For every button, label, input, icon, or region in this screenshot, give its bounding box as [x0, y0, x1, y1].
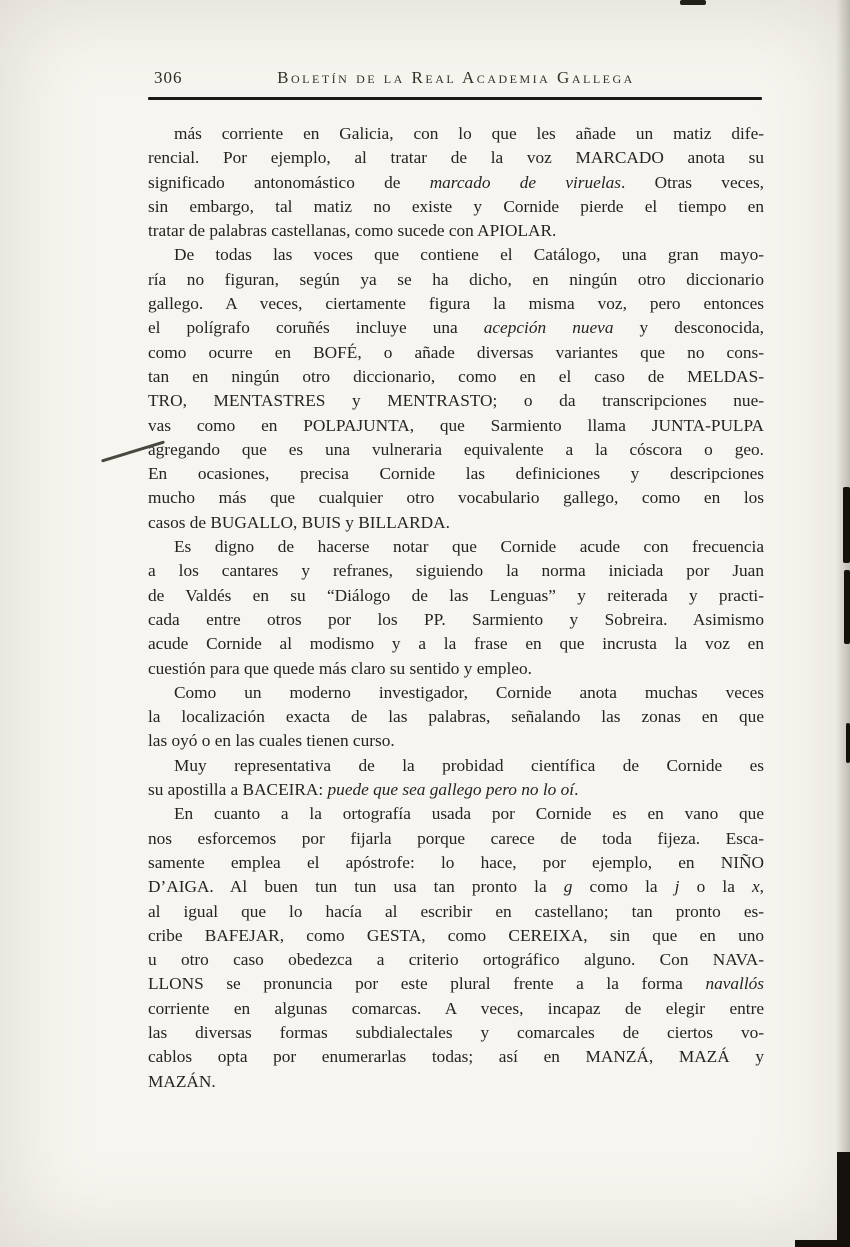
text-line: el polígrafo coruñés incluye una acepción nueva y desconocida, — [148, 318, 764, 338]
text-line: agregando que es una vulneraria equivalente a la cóscora o geo. — [148, 439, 764, 459]
text-line: En ocasiones, precisa Cornide las definiciones y descripciones — [148, 464, 764, 484]
journal-title: Boletín de la Real Academia Gallega — [277, 68, 635, 87]
text-line: cablos opta por enumerarlas todas; así en MANZÁ, MAZÁ y — [148, 1047, 764, 1067]
text-line: u otro caso obedezca a criterio ortográfico alguno. Con NAVA- — [148, 950, 764, 970]
text-line: las oyó o en las cuales tienen curso. — [148, 731, 395, 751]
text-line: las diversas formas subdialectales y comarcales de ciertos vo- — [148, 1022, 764, 1042]
scan-artifact-top-dash — [680, 0, 706, 5]
text-line: al igual que lo hacía al escribir en castellano; tan pronto es- — [148, 901, 764, 921]
text-line: Como un moderno investigador, Cornide anota muchas veces — [174, 682, 764, 702]
header-rule — [148, 97, 762, 100]
text-line: corriente en algunas comarcas. A veces, incapaz de elegir entre — [148, 998, 764, 1018]
paragraph — [148, 243, 764, 535]
text-line: Muy representativa de la probidad científica de Cornide es — [174, 755, 764, 775]
text-line: rencial. Por ejemplo, al tratar de la voz MARCADO anota su — [148, 148, 764, 168]
page-number: 306 — [154, 68, 183, 87]
text-line: ría no figuran, según ya se ha dicho, en ningún otro diccionario — [148, 269, 764, 289]
text-line: Es digno de hacerse notar que Cornide acude con frecuencia — [174, 537, 764, 557]
text-line: la localización exacta de las palabras, señalando las zonas en que — [148, 707, 764, 727]
scan-artifact-right-3 — [846, 723, 850, 763]
paragraph — [148, 681, 764, 754]
text-line: En cuanto a la ortografía usada por Cornide es en vano que — [174, 804, 764, 824]
text-line: gallego. A veces, ciertamente figura la misma voz, pero entonces — [148, 294, 764, 314]
text-line: a los cantares y refranes, siguiendo la norma iniciada por Juan — [148, 561, 764, 581]
scan-artifact-bottom-corner — [837, 1152, 850, 1247]
text-line: nos esforcemos por fijarla porque carece de toda fijeza. Esca- — [148, 828, 764, 848]
text-line: D’AIGA. Al buen tun tun usa tan pronto la g como la j o la x, — [148, 877, 764, 897]
paragraph — [148, 802, 764, 1094]
text-line: MAZÁN. — [148, 1071, 216, 1091]
paragraph — [148, 754, 764, 803]
text-line: TRO, MENTASTRES y MENTRASTO; o da transcripciones nue- — [148, 391, 764, 411]
text-line: samente emplea el apóstrofe: lo hace, por ejemplo, en NIÑO — [148, 852, 764, 872]
text-line: cribe BAFEJAR, como GESTA, como CEREIXA, sin que en uno — [148, 925, 764, 945]
text-line: como ocurre en BOFÉ, o añade diversas variantes que no cons- — [148, 342, 764, 362]
text-line: tratar de palabras castellanas, como sucede con APIOLAR. — [148, 221, 557, 241]
text-line: casos de BUGALLO, BUIS y BILLARDA. — [148, 512, 450, 532]
text-line: mucho más que cualquier otro vocabulario gallego, como en los — [148, 488, 764, 508]
page-body — [148, 122, 764, 1094]
text-line: vas como en POLPAJUNTA, que Sarmiento llama JUNTA-PULPA — [148, 415, 764, 435]
text-line: significado antonomástico de marcado de viruelas. Otras veces, — [148, 172, 764, 192]
text-line: cuestión para que quede más claro su sentido y empleo. — [148, 658, 532, 678]
text-line: su apostilla a BACEIRA: puede que sea gallego pero no lo oí. — [148, 780, 579, 800]
text-line: de Valdés en su “Diálogo de las Lenguas” y reiterada y practi- — [148, 585, 764, 605]
text-line: sin embargo, tal matiz no existe y Cornide pierde el tiempo en — [148, 196, 764, 216]
text-line: tan en ningún otro diccionario, como en el caso de MELDAS- — [148, 366, 764, 386]
text-line: más corriente en Galicia, con lo que les añade un matiz dife- — [174, 124, 764, 143]
text-line: acude Cornide al modismo y a la frase en que incrusta la voz en — [148, 634, 764, 654]
scan-artifact-right-1 — [843, 487, 850, 563]
text-line: De todas las voces que contiene el Catálogo, una gran mayo- — [174, 245, 764, 265]
scan-artifact-bottom-edge — [795, 1240, 850, 1247]
text-line: cada entre otros por los PP. Sarmiento y Sobreira. Asimismo — [148, 609, 764, 629]
paragraph — [148, 535, 764, 681]
text-line: LLONS se pronuncia por este plural frente a la forma navallós — [148, 974, 764, 994]
paragraph — [148, 122, 764, 243]
page-header — [148, 66, 764, 92]
scan-artifact-right-2 — [844, 570, 850, 644]
